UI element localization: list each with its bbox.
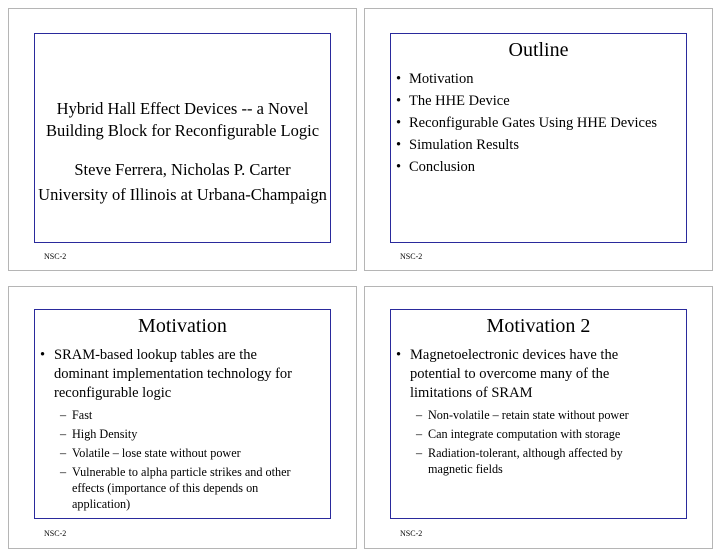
page-cell-4 <box>364 286 713 549</box>
list-item: • Conclusion <box>396 159 476 175</box>
slide-1-affiliation: University of Illinois at Urbana-Champaign <box>38 185 327 204</box>
slide-1-authors-block <box>35 159 330 206</box>
list-item: • Motivation <box>396 71 474 87</box>
page-cell-1 <box>8 8 357 271</box>
list-item: • Magnetoelectronic devices have the potential to overcome many of the limitations of SRAM <box>396 347 619 401</box>
slide-2-footer: NSC-2 <box>400 252 423 261</box>
slide-1 <box>34 33 331 243</box>
list-item: • SRAM-based lookup tables are the dominant implementation technology for reconfigurable logic <box>40 347 292 401</box>
page-cell-3 <box>8 286 357 549</box>
list-item: • The HHE Device <box>396 93 510 109</box>
slide-3 <box>34 309 331 519</box>
list-item: – Volatile – lose state without power <box>60 446 241 460</box>
list-item: – High Density <box>60 427 138 441</box>
list-item: • Reconfigurable Gates Using HHE Devices <box>396 115 658 131</box>
slide-1-title-line-2: Building Block for Reconfigurable Logic <box>45 121 320 140</box>
list-item: – Radiation-tolerant, although affected by magnetic fields <box>416 446 623 476</box>
slide-2-title: Outline <box>508 39 569 61</box>
slide-1-title-line-1: Hybrid Hall Effect Devices -- a Novel <box>56 99 309 118</box>
slide-4-title: Motivation 2 <box>486 315 591 337</box>
slide-1-title <box>35 98 330 142</box>
slide-3-title: Motivation <box>138 315 227 337</box>
motivation-list <box>40 346 328 515</box>
list-item: – Non-volatile – retain state without power <box>416 408 629 422</box>
slide-3-footer: NSC-2 <box>44 529 67 538</box>
slide-4-footer: NSC-2 <box>400 529 423 538</box>
list-item: • Simulation Results <box>396 137 519 153</box>
slide-1-footer: NSC-2 <box>44 252 67 261</box>
list-item: – Can integrate computation with storage <box>416 427 621 441</box>
list-item: – Vulnerable to alpha particle strikes and other effects (importance of this depends on application) <box>60 465 291 511</box>
page-cell-2 <box>364 8 713 271</box>
outline-list <box>396 68 657 178</box>
slide-4 <box>390 309 687 519</box>
slide-2 <box>390 33 687 243</box>
motivation-2-list <box>396 346 684 480</box>
slide-1-authors: Steve Ferrera, Nicholas P. Carter <box>74 160 291 179</box>
list-item: – Fast <box>60 408 93 422</box>
